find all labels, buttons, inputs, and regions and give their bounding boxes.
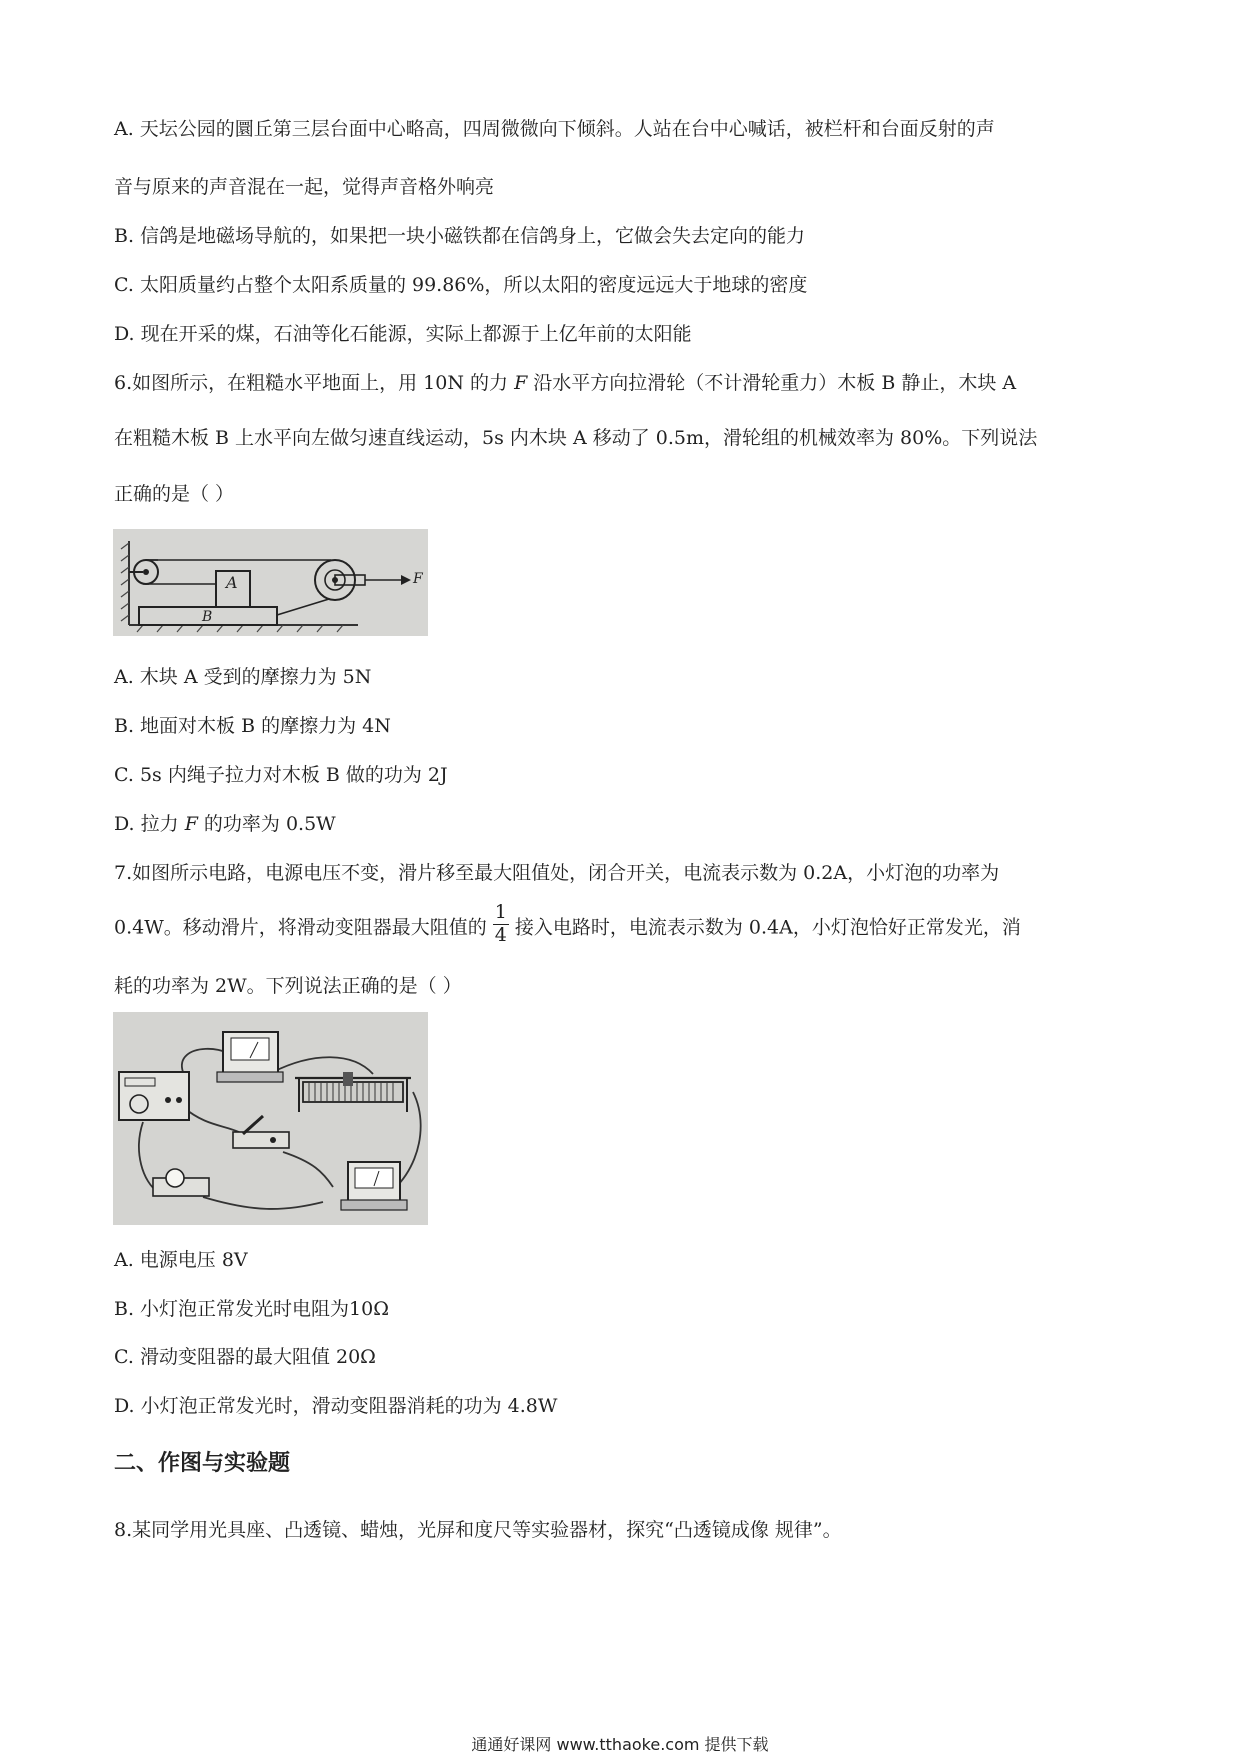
block-a-label: A	[226, 573, 238, 592]
q7-option-c: C. 滑动变阻器的最大阻值 20Ω	[114, 1346, 376, 1368]
q8-stem: 8.某同学用光具座、凸透镜、蜡烛，光屏和度尺等实验器材，探究“凸透镜成像 规律”。	[114, 1519, 842, 1541]
page-footer: 通通好课网 www.tthaoke.com 提供下载	[471, 1735, 769, 1754]
q7-option-b: B. 小灯泡正常发光时电阻为10Ω	[114, 1298, 389, 1320]
q7-stem-line3: 耗的功率为 2W。下列说法正确的是（ ）	[114, 975, 462, 997]
circuit-photo-svg	[113, 1012, 428, 1225]
q6-stem-line3: 正确的是（ ）	[114, 483, 235, 505]
q7-stem-line1: 7.如图所示电路，电源电压不变，滑片移至最大阻值处，闭合开关，电流表示数为 0.2A，小灯泡的功率为	[114, 862, 1000, 884]
force-f-label: F	[413, 571, 423, 587]
q7-option-a: A. 电源电压 8V	[114, 1249, 248, 1271]
fraction-one-quarter: $\frac{1}{4}$	[494, 901, 507, 946]
pulley-diagram	[113, 529, 428, 636]
q5-option-a-line2: 音与原来的声音混在一起，觉得声音格外响亮	[114, 176, 495, 198]
section-heading: 二、作图与实验题	[114, 1451, 291, 1476]
q5-option-c: C. 太阳质量约占整个太阳系质量的 99.86%，所以太阳的密度远远大于地球的密度	[114, 274, 808, 296]
q6-option-b: B. 地面对木板 B 的摩擦力为 4N	[114, 715, 391, 737]
circuit-photo	[113, 1012, 428, 1225]
board-b-label: B	[202, 609, 213, 625]
q5-option-d: D. 现在开采的煤，石油等化石能源，实际上都源于上亿年前的太阳能	[114, 323, 692, 345]
q6-option-d: D. 拉力 F 的功率为 0.5W	[114, 813, 336, 835]
q7-option-d: D. 小灯泡正常发光时，滑动变阻器消耗的功为 4.8W	[114, 1395, 558, 1417]
q6-stem-line2: 在粗糙木板 B 上水平向左做匀速直线运动，5s 内木块 A 移动了 0.5m，滑轮组的机械效率为 80%。下列说法	[114, 427, 1038, 449]
pulley-diagram-svg	[113, 529, 428, 636]
q6-option-a: A. 木块 A 受到的摩擦力为 5N	[114, 666, 372, 688]
q5-option-b: B. 信鸽是地磁场导航的，如果把一块小磁铁都在信鸽身上，它做会失去定向的能力	[114, 225, 806, 247]
q7-stem-line2: 0.4W。移动滑片，将滑动变阻器最大阻值的 $\frac{1}{4}$ 接入电路时，电流表示数为 0.4A，小灯泡恰好正常发光，消	[114, 901, 1021, 946]
q6-option-c: C. 5s 内绳子拉力对木板 B 做的功为 2J	[114, 764, 448, 786]
q6-stem-line1: 6.如图所示，在粗糙水平地面上，用 10N 的力 F 沿水平方向拉滑轮（不计滑轮重力）木板 B 静止，木块 A	[114, 372, 1017, 394]
q5-option-a-line1: A. 天坛公园的圜丘第三层台面中心略高，四周微微向下倾斜。人站在台中心喊话，被栏杆和台面反射的声	[114, 118, 995, 140]
